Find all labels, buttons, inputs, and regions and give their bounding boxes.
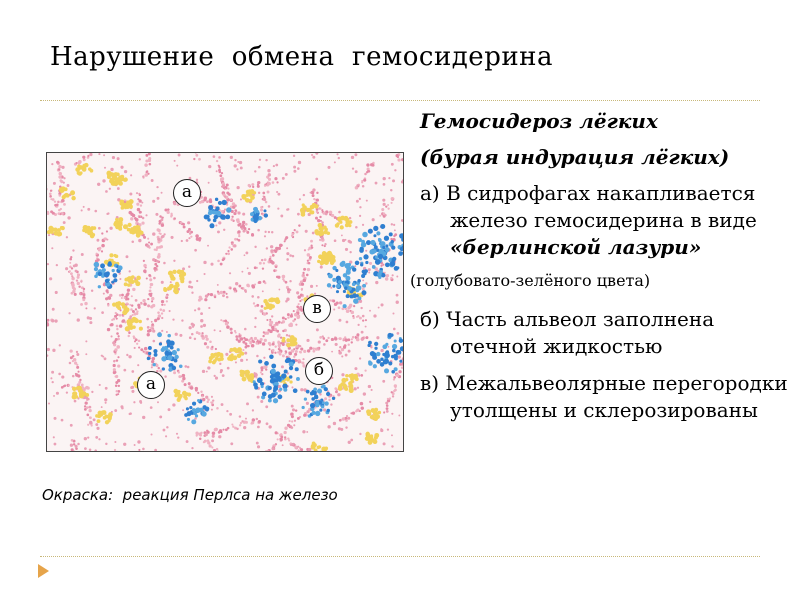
label-v: в xyxy=(303,295,331,323)
label-a-bottom: а xyxy=(137,371,165,399)
item-a-text: а) В сидрофагах накапливается железо гемосидерина в виде xyxy=(420,181,757,232)
arrow-right-icon[interactable] xyxy=(38,564,49,578)
heading-2: (бурая индурация лёгких) xyxy=(420,145,730,169)
item-a-note: (голубовато-зелёного цвета) xyxy=(410,271,651,290)
micrograph-drawing xyxy=(47,153,403,451)
figure-caption: Окраска: реакция Перлса на железо xyxy=(42,486,338,504)
item-b: б) Часть альвеол заполнена отечной жидкостью xyxy=(420,307,715,358)
heading-1: Гемосидероз лёгких xyxy=(420,109,658,133)
item-v: в) Межальвеолярные перегородки утолщены и склерозированы xyxy=(420,371,788,422)
item-a xyxy=(420,180,790,261)
micrograph-image xyxy=(46,152,404,452)
slide-title: Нарушение обмена гемосидерина xyxy=(50,42,553,72)
label-b: б xyxy=(305,357,333,385)
bottom-divider xyxy=(40,556,760,557)
top-divider xyxy=(40,100,760,101)
label-a-top: а xyxy=(173,179,201,207)
content-text xyxy=(410,108,790,434)
item-a-emphasis: «берлинской лазури» xyxy=(450,235,702,259)
